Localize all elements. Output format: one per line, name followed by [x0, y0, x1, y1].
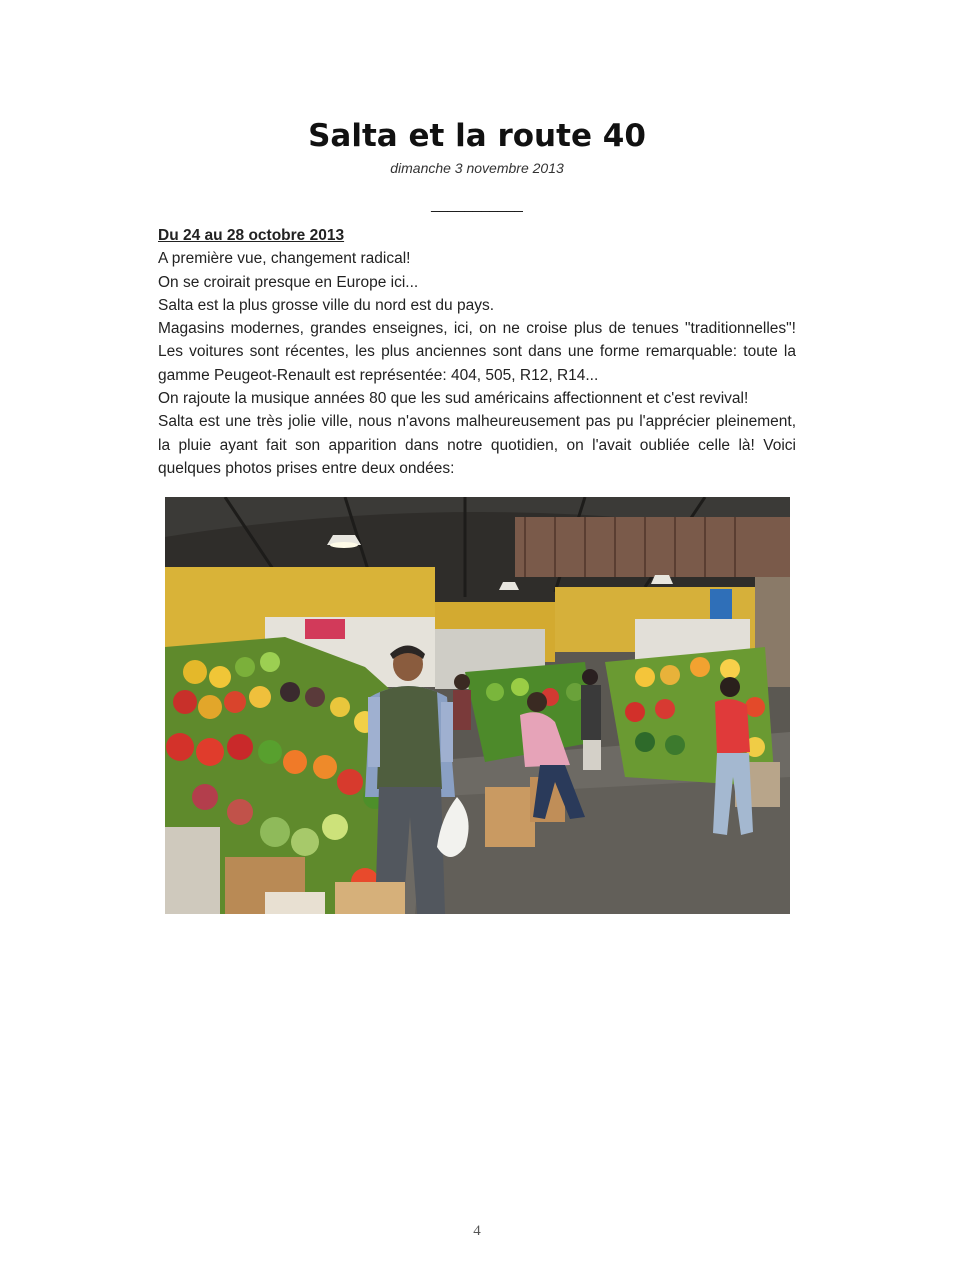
text-line: On se croirait presque en Europe ici... — [158, 273, 419, 291]
separator: ___________ — [431, 196, 523, 213]
text-line: A première vue, changement radical! — [158, 250, 411, 268]
text-line: Salta est la plus grosse ville du nord est du pays. — [158, 296, 495, 314]
paragraph: Salta est une très jolie ville, nous n'avons malheureusement pas pu l'apprécier pleinement, la pluie ayant fait son apparition dans notre quotidien, on l'avait oubliée celle là! Voici quelques photos prises entre deux ondées: — [158, 413, 796, 477]
section-heading: Du 24 au 28 octobre 2013 — [158, 227, 345, 244]
post-date: dimanche 3 novembre 2013 — [390, 160, 564, 176]
article-body — [158, 224, 796, 480]
text-line: On rajoute la musique années 80 que les sud américains affectionnent et c'est revival! — [158, 390, 749, 408]
page-number: 4 — [473, 1223, 481, 1239]
market-photo — [165, 497, 790, 914]
page-title: Salta et la route 40 — [308, 118, 646, 154]
paragraph: Magasins modernes, grandes enseignes, ici, on ne croise plus de tenues "traditionnelles"! Les voitures sont récentes, les plus anciennes sont dans une forme remarquable: toute la gamme Peugeot-Renault est représentée: 404, 505, R12, R14... — [158, 320, 796, 384]
